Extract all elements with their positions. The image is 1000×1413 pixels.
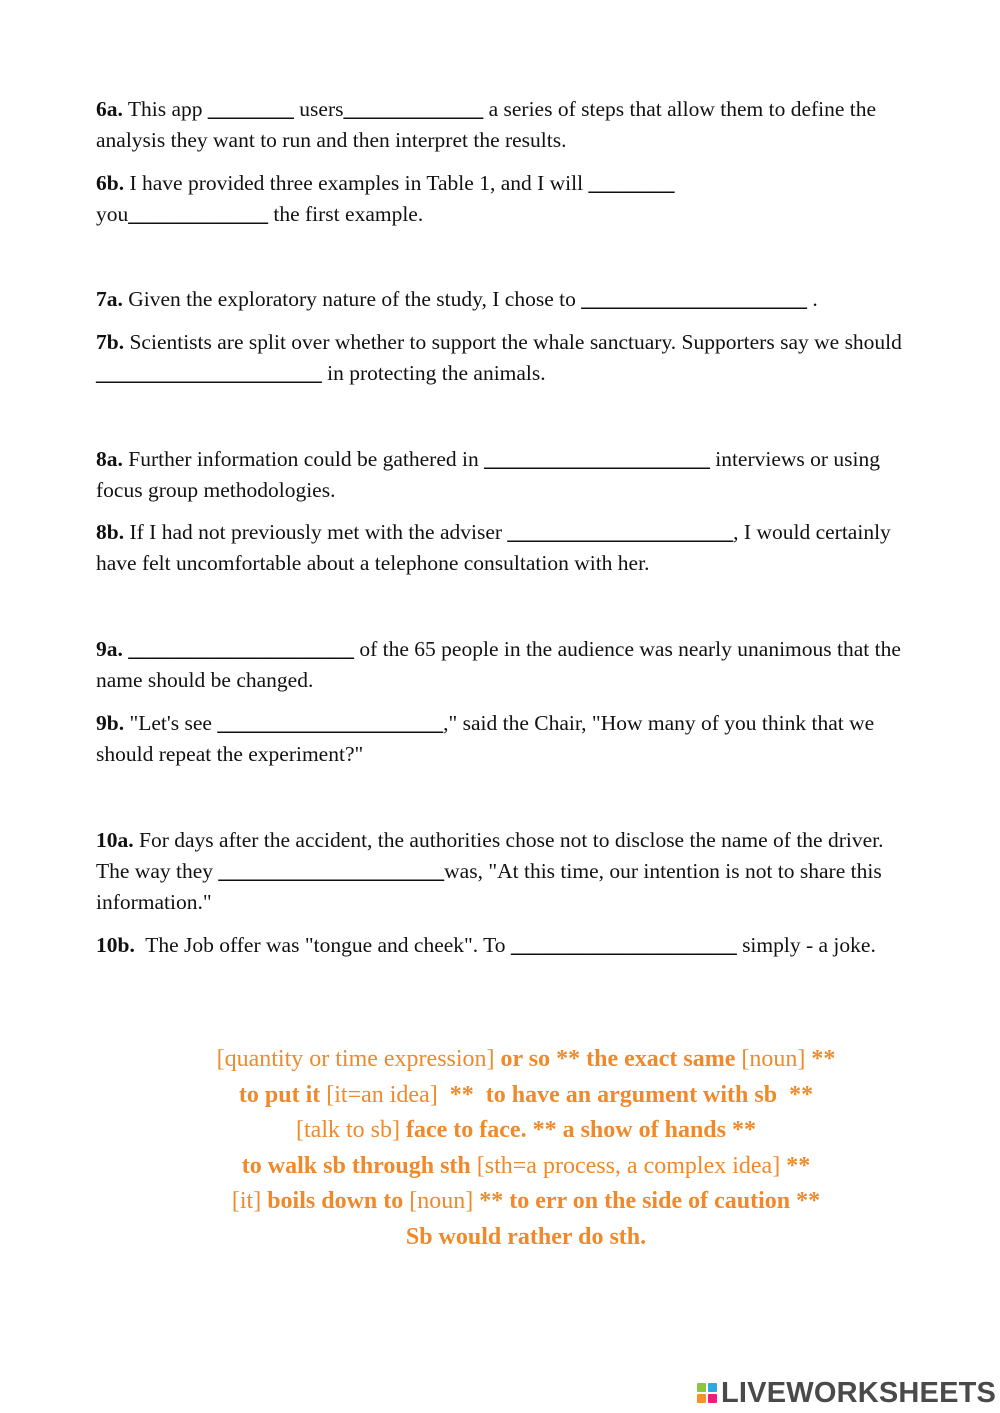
word-bank-phrase: ** to have an argument with sb ** [449,1081,814,1108]
question-number: 6b. [96,171,125,195]
question-number: 8b. [96,520,125,544]
question-10a [96,825,906,918]
word-bank-line [100,1042,952,1078]
word-bank-phrase: or so ** the exact same [500,1046,742,1072]
answer-blank[interactable]: _____________________ [217,711,444,735]
answer-blank[interactable]: _____________ [128,202,268,226]
question-9b [96,708,906,770]
word-bank [100,1042,952,1255]
word-bank-line [100,1184,952,1220]
word-bank-phrase: face to face. ** a show of hands ** [406,1117,756,1143]
question-text: The Job offer was "tongue and cheek". To [140,933,511,957]
question-10b [96,930,906,961]
question-text: was, "At this time, our intention is not to share this information." [96,859,882,914]
word-bank-phrase: ** to err on the side of caution ** [479,1188,821,1214]
question-text: ," said the Chair, "How many of you think that we should repeat the experiment?" [96,711,875,766]
logo-mark-icon [697,1383,717,1403]
question-text: of the 65 people in the audience was nearly unanimous that the name should be changed. [96,637,901,692]
word-bank-phrase: ** [811,1046,836,1072]
question-text: you [96,202,129,226]
word-bank-note: [it] [231,1188,268,1214]
question-7b [96,327,913,389]
question-number: 10b. [96,933,135,957]
word-bank-note: [sth=a process, a complex idea] [476,1152,787,1179]
answer-blank[interactable]: ________ [207,97,294,121]
question-text: interviews or using focus group methodologies. [96,447,881,502]
question-text: in protecting the animals. [321,361,546,385]
question-text: I have provided three examples in Table 1, and I will [129,171,589,195]
question-8a [96,444,906,506]
question-text: If I had not previously met with the adviser [129,520,508,544]
answer-blank[interactable]: _____________________ [510,933,737,957]
word-bank-phrase: to walk sb through sth [241,1152,477,1179]
word-bank-phrase: to put it [238,1081,327,1108]
answer-blank[interactable]: _____________ [343,97,484,121]
question-8b [96,517,906,579]
question-text: . [806,287,818,311]
answer-blank[interactable]: _____________________ [128,637,354,661]
question-text: , I would certainly have felt uncomfortable about a telephone consultation with her. [96,520,891,575]
liveworksheets-logo [697,1378,996,1408]
word-bank-line [100,1078,952,1114]
answer-blank[interactable]: _____________________ [218,859,445,883]
word-bank-phrase: ** [786,1152,811,1179]
answer-blank[interactable]: _____________________ [96,361,322,385]
question-number: 7a. [96,287,123,311]
question-text: simply - a joke. [736,933,876,957]
answer-blank[interactable]: _____________________ [507,520,734,544]
question-text: This app [127,97,208,121]
answer-blank[interactable]: _____________________ [484,447,710,471]
question-number: 7b. [96,330,125,354]
question-text: users [293,97,344,121]
question-number: 9a. [96,637,123,661]
question-9a [96,634,906,696]
word-bank-note: [it=an idea] [326,1081,450,1108]
question-number: 10a. [96,828,134,852]
question-text: a series of steps that allow them to define the analysis they want to run and then interpret the results. [96,97,877,152]
question-text: "Let's see [129,711,218,735]
question-text: the first example. [268,202,424,226]
question-6a [96,94,906,156]
word-bank-note: [noun] [409,1188,480,1214]
question-text: Scientists are split over whether to support the whale sanctuary. Supporters say we should [129,330,913,354]
word-bank-note: [quantity or time expression] [216,1046,501,1072]
word-bank-line [100,1220,952,1256]
word-bank-phrase: Sb would rather do sth. [405,1223,647,1250]
answer-blank[interactable]: ________ [588,171,675,195]
logo-text: LIVEWORKSHEETS [721,1376,997,1409]
question-text: Given the exploratory nature of the study, I chose to [128,287,582,311]
question-number: 6a. [96,97,123,121]
word-bank-phrase: boils down to [267,1188,410,1214]
word-bank-line [100,1113,952,1149]
word-bank-line [100,1149,952,1185]
answer-blank[interactable]: _____________________ [581,287,807,311]
question-7a [96,284,906,315]
word-bank-note: [noun] [741,1046,812,1072]
question-6b [96,168,776,230]
word-bank-note: [talk to sb] [296,1117,406,1143]
question-text: For days after the accident, the authorities chose not to disclose the name of the driver. The way they [96,828,884,883]
question-number: 9b. [96,711,125,735]
question-text: Further information could be gathered in [128,447,485,471]
question-number: 8a. [96,447,123,471]
